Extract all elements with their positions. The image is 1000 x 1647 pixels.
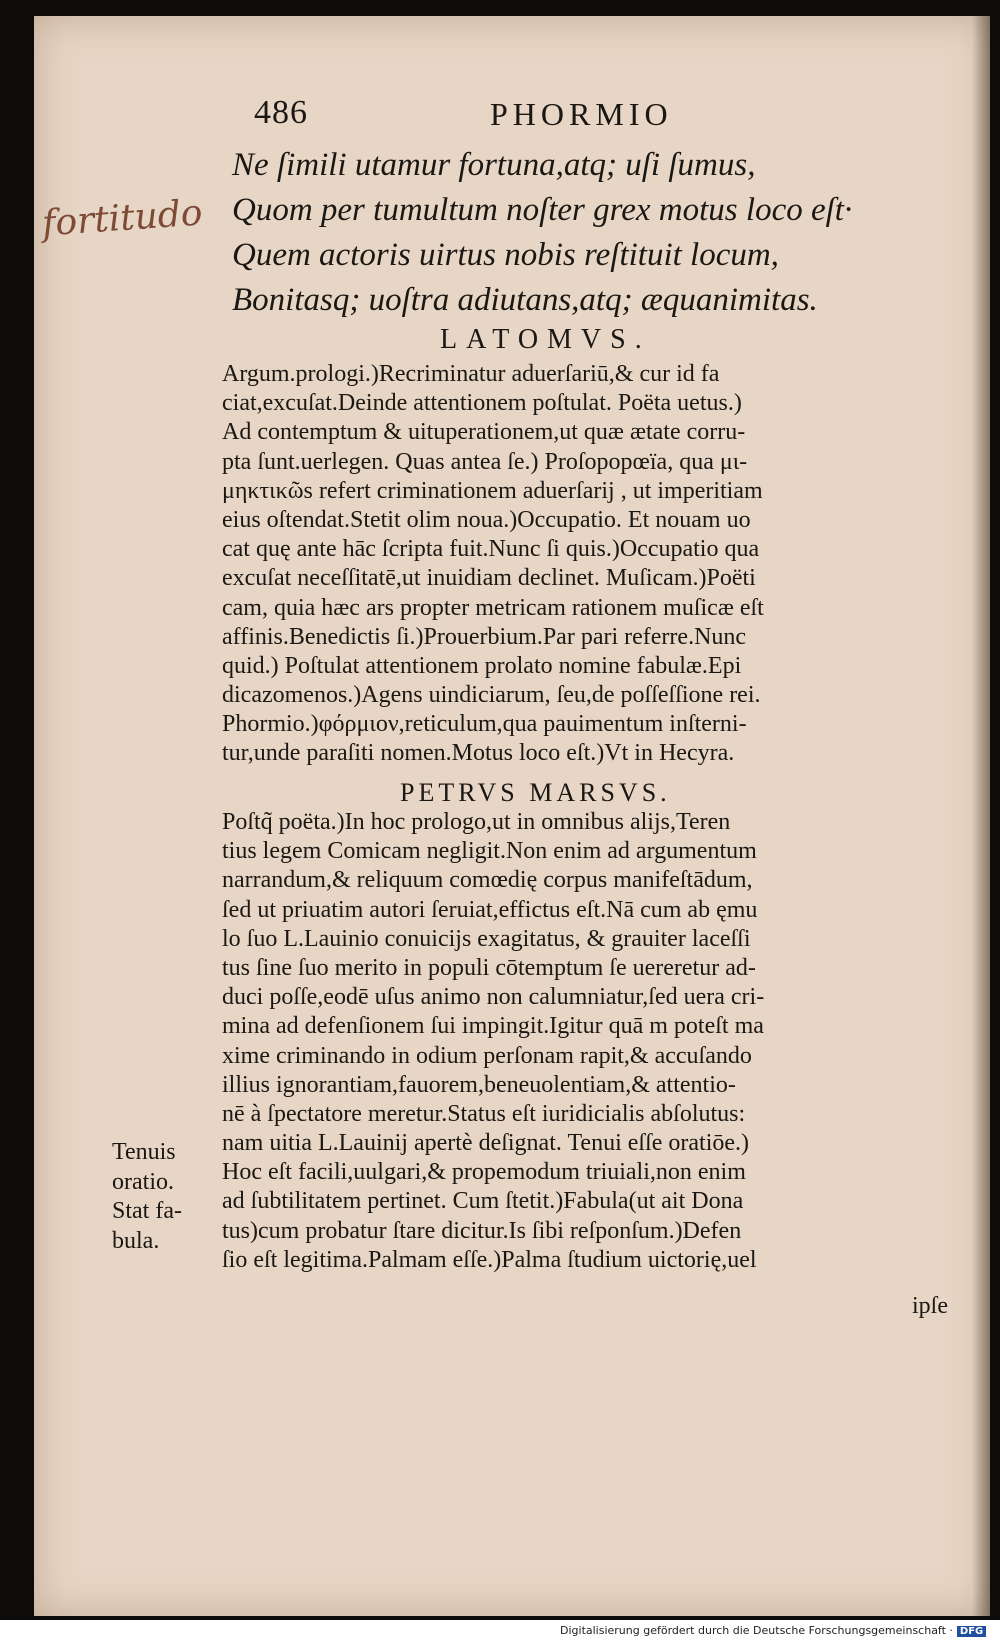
text-line: tus ſine ſuo merito in populi cōtemptum ſe uereretur ad- bbox=[222, 954, 756, 981]
text-line: excuſat neceſſitatē,ut inuidiam declinet. Muſicam.)Poëti bbox=[222, 565, 756, 592]
text-line: dicazomenos.)Agens uindiciarum, ſeu,de poſſeſſione rei. bbox=[222, 682, 761, 709]
text-line: nē à ſpectatore meretur.Status eſt iuridicialis abſolutus: bbox=[222, 1100, 746, 1127]
text-line: ad ſubtilitatem pertinet. Cum ſtetit.)Fabula(ut ait Dona bbox=[222, 1188, 744, 1215]
gloss-line: bula. bbox=[112, 1227, 160, 1254]
gloss-line: oratio. bbox=[112, 1168, 174, 1195]
text-line: tius legem Comicam negligit.Non enim ad argumentum bbox=[222, 838, 757, 865]
text-line: Hoc eſt facili,uulgari,& propemodum triuiali,non enim bbox=[222, 1159, 746, 1186]
text-line: Argum.prologi.)Recriminatur aduerſariū,& cur id fa bbox=[222, 361, 720, 387]
text-line: tus)cum probatur ſtare dicitur.Is ſibi reſponſum.)Defen bbox=[222, 1217, 742, 1244]
manuscript-note-left: fortitudo bbox=[40, 192, 204, 245]
verse-block bbox=[232, 143, 972, 323]
text-line: cat quę ante hāc ſcripta fuit.Nunc ſi quis.)Occupatio qua bbox=[222, 536, 760, 563]
dfg-logo: DFG bbox=[957, 1626, 986, 1637]
verse-line: Quom per tumultum noſter grex motus loco eſt· bbox=[232, 192, 853, 228]
text-line: mina ad defenſionem ſui impingit.Igitur quā m poteſt ma bbox=[222, 1013, 764, 1040]
latomus-commentary bbox=[222, 360, 964, 769]
text-line: pta ſunt.uerlegen. Quas antea ſe.) Proſopopœïa, qua μι- bbox=[222, 448, 748, 475]
text-line: xime criminando in odium perſonam rapit,& accuſando bbox=[222, 1042, 752, 1069]
text-line: lo ſuo L.Lauinio conuicijs exagitatus, & grauiter laceſſi bbox=[222, 925, 751, 952]
text-line: affinis.Benedictis ſi.)Prouerbium.Par pari referre.Nunc bbox=[222, 623, 747, 650]
text-line: Poſtq̃ poëta.)In hoc prologo,ut in omnibus alijs,Teren bbox=[222, 809, 731, 835]
verse-line: Quem actoris uirtus nobis reſtituit locum, bbox=[232, 237, 779, 273]
text-line: duci poſſe,eodē uſus animo non calumniatur,ſed uera cri- bbox=[222, 984, 765, 1011]
margin-gloss bbox=[112, 1138, 182, 1256]
credit-text: Digitalisierung gefördert durch die Deutsche Forschungsgemeinschaft · bbox=[560, 1624, 953, 1637]
page-number: 486 bbox=[254, 94, 308, 131]
catchword: ipſe bbox=[912, 1293, 948, 1319]
gloss-line: Stat fa- bbox=[112, 1198, 182, 1224]
text-line: ciat,excuſat.Deinde attentionem poſtulat. Poëta uetus.) bbox=[222, 390, 742, 417]
text-line: narrandum,& reliquum comœdię corpus manifeſtādum, bbox=[222, 867, 753, 894]
running-head bbox=[232, 94, 752, 140]
digitization-credit bbox=[560, 1624, 996, 1642]
marsus-heading: PETRVS MARSVS. bbox=[400, 778, 671, 807]
text-line: quid.) Poſtulat attentionem prolato nomine fabulæ.Epi bbox=[222, 652, 742, 679]
text-line: nam uitia L.Lauinij apertè deſignat. Tenui eſſe oratiōe.) bbox=[222, 1130, 750, 1157]
verse-line: Ne ſimili utamur fortuna,atq; uſi ſumus, bbox=[232, 147, 756, 183]
marsus-commentary bbox=[222, 808, 964, 1275]
text-line: tur,unde paraſiti nomen.Motus loco eſt.)Vt in Hecyra. bbox=[222, 740, 735, 767]
text-line: ſed ut priuatim autori ſeruiat,effictus eſt.Nā cum ab ęmu bbox=[222, 896, 758, 923]
text-line: illius ignorantiam,fauorem,beneuolentiam,& attentio- bbox=[222, 1071, 736, 1098]
text-line: μηκτικῶs refert criminationem aduerſarij , ut imperitiam bbox=[222, 477, 763, 504]
text-line: Ad contemptum & uituperationem,ut quæ ætate corru- bbox=[222, 419, 746, 446]
running-title: PHORMIO bbox=[490, 96, 673, 132]
verse-line: Bonitasq; uoſtra adiutans,atq; æquanimitas. bbox=[232, 282, 818, 318]
gloss-line: Tenuis bbox=[112, 1139, 176, 1165]
text-line: eius oſtendat.Stetit olim noua.)Occupatio. Et nouam uo bbox=[222, 506, 751, 533]
text-line: ſio eſt legitima.Palmam eſſe.)Palma ſtudium uictorię,uel bbox=[222, 1246, 757, 1273]
text-line: Phormio.)φόρμιον,reticulum,qua pauimentum inſterni- bbox=[222, 711, 747, 738]
latomus-heading: LATOMVS. bbox=[440, 324, 651, 355]
text-line: cam, quia hæc ars propter metricam rationem muſicæ eſt bbox=[222, 594, 764, 621]
